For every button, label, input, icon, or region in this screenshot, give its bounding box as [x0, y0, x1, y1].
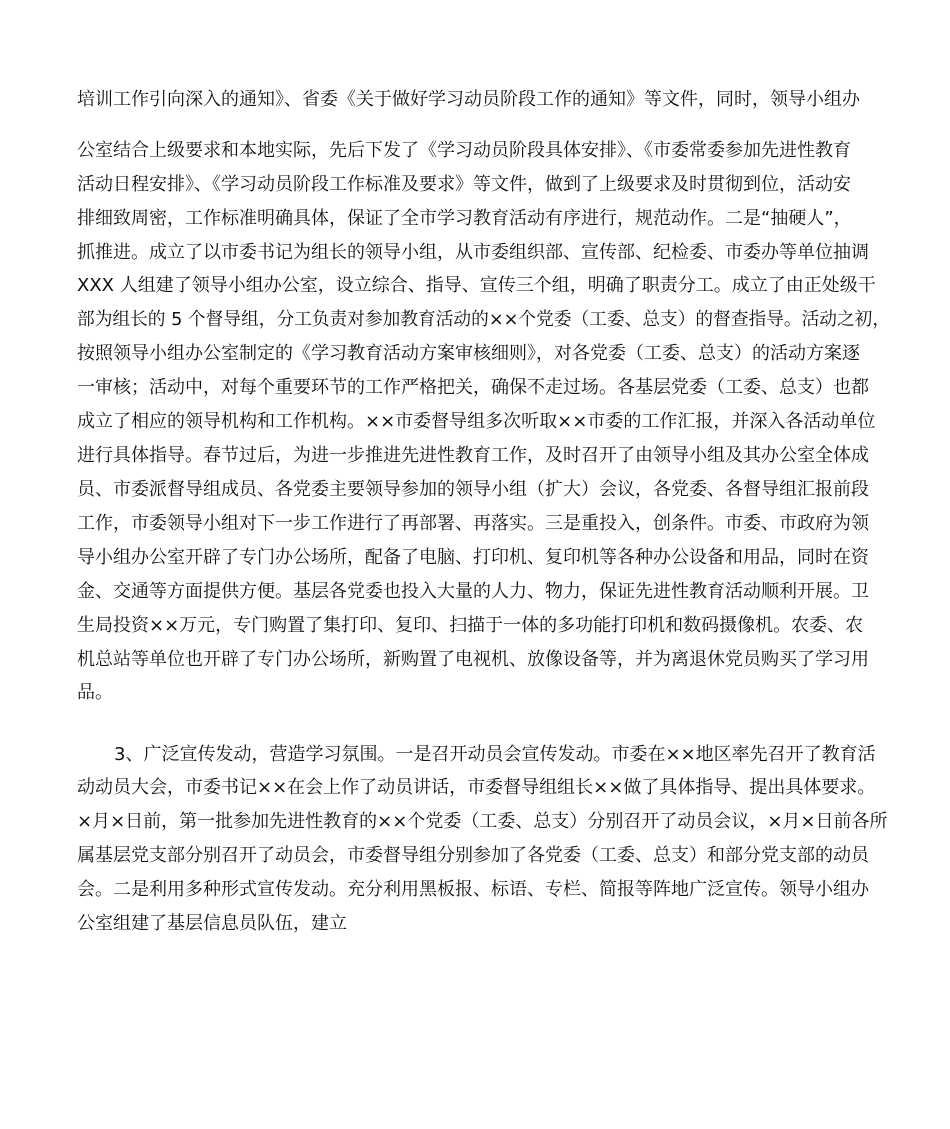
text-line: 部为组长的 5 个督导组，分工负责对参加教育活动的××个党委（工委、总支）的督查指导。活动之初， [77, 309, 891, 330]
text-line: 员、市委派督导组成员、各党委主要领导参加的领导小组（扩大）会议，各党委、各督导组汇报前段 [77, 479, 869, 500]
text-line: 进行具体指导。春节过后，为进一步推进先进性教育工作，及时召开了由领导小组及其办公室全体成 [77, 445, 869, 466]
text-line: ×月×日前，第一批参加先进性教育的××个党委（工委、总支）分别召开了动员会议，×月×日前各所 [77, 811, 888, 832]
text-line: 一审核；活动中，对每个重要环节的工作严格把关，确保不走过场。各基层党委（工委、总支）也都 [77, 377, 869, 398]
text-line: 抓推进。成立了以市委书记为组长的领导小组，从市委组织部、宣传部、纪检委、市委办等单位抽调 [77, 242, 869, 263]
text-line: 属基层党支部分别召开了动员会，市委督导组分别参加了各党委（工委、总支）和部分党支部的动员 [77, 845, 869, 866]
text-line: 金、交通等方面提供方便。基层各党委也投入大量的人力、物力，保证先进性教育活动顺利开展。卫 [77, 581, 869, 602]
text-line: 品。 [77, 682, 113, 703]
text-line: 生局投资××万元，专门购置了集打印、复印、扫描于一体的多功能打印机和数码摄像机。农委、农 [77, 615, 864, 636]
text-line: 公室组建了基层信息员队伍，建立 [77, 913, 347, 934]
text-line: 按照领导小组办公室制定的《学习教育活动方案审核细则》，对各党委（工委、总支）的活动方案逐 [77, 343, 860, 364]
text-line: 导小组办公室开辟了专门办公场所，配备了电脑、打印机、复印机等各种办公设备和用品，同时在资 [77, 547, 869, 568]
text-line: 工作，市委领导小组对下一步工作进行了再部署、再落实。三是重投入，创条件。市委、市政府为领 [77, 513, 869, 534]
text-line: 活动日程安排》、《学习动员阶段工作标准及要求》等文件，做到了上级要求及时贯彻到位，活动安 [77, 174, 851, 195]
text-line: 会。二是利用多种形式宣传发动。充分利用黑板报、标语、专栏、简报等阵地广泛宣传。领导小组办 [77, 879, 869, 900]
text-line: 3、广泛宣传发动，营造学习氛围。一是召开动员会宣传发动。市委在××地区率先召开了教育活 [114, 744, 876, 765]
text-line: 动动员大会，市委书记××在会上作了动员讲话，市委督导组组长××做了具体指导、提出具体要求。 [77, 777, 876, 798]
text-line: 成立了相应的领导机构和工作机构。××市委督导组多次听取××市委的工作汇报，并深入各活动单位 [77, 411, 876, 432]
text-line: 公室结合上级要求和本地实际，先后下发了《学习动员阶段具体安排》、《市委常委参加先进性教育 [77, 140, 851, 161]
text-line: 机总站等单位也开辟了专门办公场所，新购置了电视机、放像设备等，并为离退休党员购买了学习用 [77, 649, 869, 670]
text-line: 排细致周密，工作标准明确具体，保证了全市学习教育活动有序进行，规范动作。二是“抽硬人”， [77, 208, 852, 229]
text-line: 培训工作引向深入的通知》、省委《关于做好学习动员阶段工作的通知》等文件，同时，领导小组办 [77, 89, 860, 110]
text-line: XXX 人组建了领导小组办公室，设立综合、指导、宣传三个组，明确了职责分工。成立了由正处级干 [77, 275, 876, 296]
